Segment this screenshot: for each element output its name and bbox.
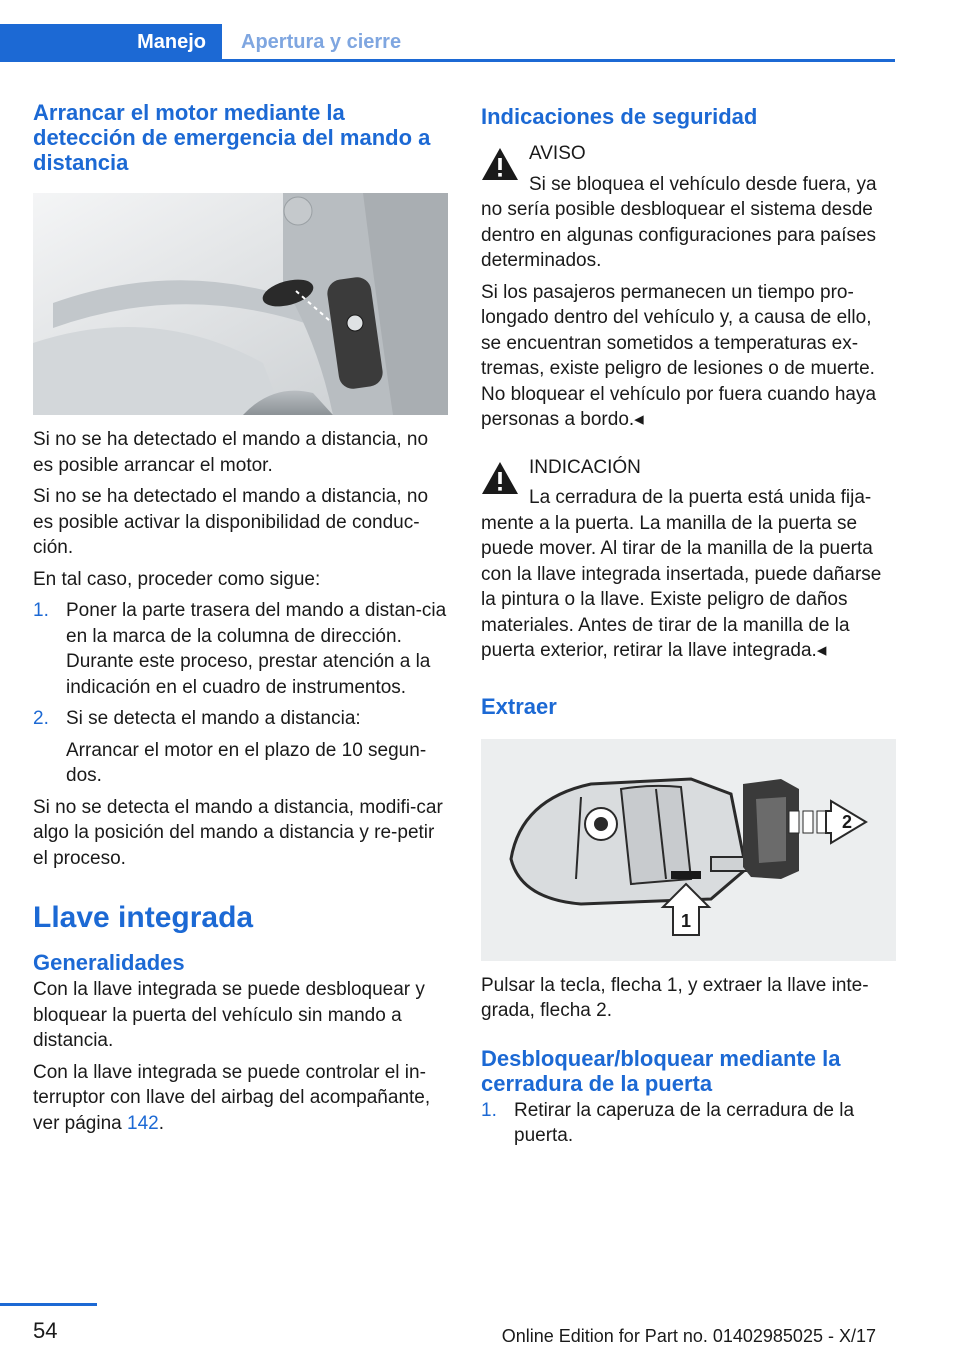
figure-steering-column-key [33,193,448,415]
footer-rule [0,1303,97,1306]
warning-triangle-icon [481,461,519,495]
steering-column-illustration [33,193,448,415]
heading-general: Generalidades [33,950,185,975]
header [0,0,895,62]
paragraph-integrated-key-airbag [33,1060,448,1137]
right-column [481,100,896,1149]
paragraph-proceed: En tal caso, proceder como sigue: [33,568,321,590]
paragraph-no-readiness: Si no se ha detectado el mando a distancia, no es posible activar la disponibilidad de conduc-ción. [33,486,429,558]
heading-emergency-start: Arrancar el motor mediante la detección de emergencia del mando a distancia [33,100,431,175]
warning-text: Si se bloquea el vehículo desde fuera, ya no sería posible desbloquear el sistema desde dentro en algunas configuraciones para países determinados. [481,173,877,271]
warning-aviso [481,141,896,274]
start-steps-list [33,598,448,789]
airbag-text-end: . [158,1112,164,1134]
airbag-text: Con la llave integrada se puede controlar el in-terruptor con llave del airbag del acompañante, ver página [33,1061,431,1134]
paragraph-press-key: Pulsar la tecla, flecha 1, y extraer la llave inte-grada, flecha 2. [481,974,869,1021]
warning-label: INDICACIÓN [529,456,641,478]
header-rule [0,59,895,62]
arrow-2-label: 2 [841,811,853,832]
arrow-1-label: 1 [680,910,692,931]
paragraph-no-start: Si no se ha detectado el mando a distancia, no es posible arrancar el motor. [33,429,429,476]
warning-indicacion [481,455,896,664]
heading-extract: Extraer [481,693,557,719]
tab-manejo[interactable]: Manejo [0,24,222,60]
step-text: Poner la parte trasera del mando a distan-cia en la marca de la columna de dirección. Durante este proceso, prestar atención a la indicación en el cuadro de instrumentos. [66,600,447,698]
step-subtext: Arrancar el motor en el plazo de 10 segun-dos. [66,739,427,786]
footer-edition: Online Edition for Part no. 01402985025 - X/17 [501,1326,876,1346]
paragraph-passengers: Si los pasajeros permanecen un tiempo pro-longado dentro del vehículo y, a causa de ello, se encuentran sometidos a temperaturas ex-tremas, existe peligro de lesiones o de muerte. No bloquear el vehículo por fuera cuando haya personas a bordo.◂ [481,281,877,430]
page-link-142[interactable]: 142 [127,1112,159,1134]
step-number: 2. [33,708,49,729]
heading-safety: Indicaciones de seguridad [481,104,758,129]
left-column [33,100,448,1136]
section-title-integrated-key: Llave integrada [33,901,254,934]
warning-triangle-icon [481,147,519,181]
list-item [481,1098,896,1149]
step-number: 1. [33,600,49,621]
paragraph-not-detected: Si no se detecta el mando a distancia, modifi-car algo la posición del mando a distancia y re-petir el proceso. [33,796,443,869]
warning-label: AVISO [529,143,586,164]
key-extract-illustration [481,739,896,961]
warning-text: La cerradura de la puerta está unida fija-mente a la puerta. La manilla de la puerta se puede mover. Al tirar de la manilla de la puerta con la llave integrada insertada, puede dañarse la pintura o la llave. Existe peligro de daños materiales. Antes de tirar de la manilla de la puerta exterior, retirar la llave integrada.◂ [481,487,882,661]
page-number: 54 [33,1318,58,1343]
figure-key-extract [481,739,896,961]
paragraph-integrated-key-door: Con la llave integrada se puede desbloquear y bloquear la puerta del vehículo sin mando a distancia. [33,979,425,1051]
lock-steps-list [481,1098,896,1149]
list-item [33,706,448,789]
heading-lock-unlock: Desbloquear/bloquear mediante la cerradura de la puerta [481,1045,841,1096]
list-item [33,598,448,700]
tab-apertura-y-cierre[interactable]: Apertura y cierre [241,30,402,53]
step-number: 1. [481,1099,497,1121]
step-text: Retirar la caperuza de la cerradura de la puerta. [514,1099,855,1146]
step-text: Si se detecta el mando a distancia: [66,708,361,729]
